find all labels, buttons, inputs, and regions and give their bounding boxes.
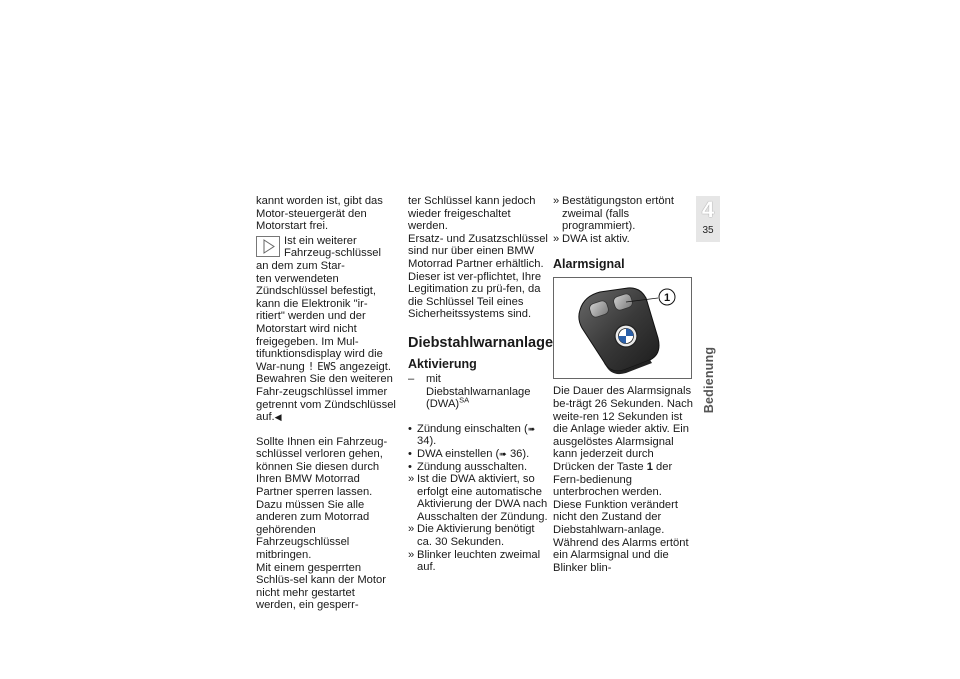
chapter-title-vertical: [698, 340, 720, 420]
page-ref[interactable]: 36).: [509, 447, 530, 460]
note-text: Bewahren Sie den weiteren Fahr-zeugschlüssel immer getrennt vom Zündschlüssel auf.◀: [256, 373, 396, 424]
text-column-3: [553, 195, 693, 574]
step-item: • Zündung einschalten (➠ 34).: [408, 422, 536, 448]
page-ref-arrow-icon: ➠: [499, 448, 507, 459]
key-reference: 1: [646, 460, 653, 473]
note-text: ten verwendeten Zündschlüssel befestigt, kann die Elektronik "ir-ritiert" werden und der Motorstart wird nicht freigegeben. Im Mul-tifunktionsdisplay wird die War-nung ! EWS angezeigt.: [256, 272, 391, 373]
note-block: [256, 235, 396, 424]
paragraph: Ersatz- und Zusatzschlüssel sind nur über einen BMW Motorrad Partner erhältlich. Dieser ist ver-pflichtet, Ihre Legitimation zu prü-fen, da die Schlüssel Teil eines Sicherheitssystems sind.: [408, 232, 548, 321]
page-ref[interactable]: 34).: [417, 435, 437, 448]
result-marker: »: [553, 232, 560, 245]
dash-marker: –: [408, 372, 415, 385]
chapter-number: 4: [701, 197, 715, 222]
warning-symbol: !: [307, 360, 315, 373]
result-marker: »: [408, 523, 415, 536]
chapter-title: Bedienung: [702, 346, 716, 414]
bullet-marker: •: [408, 422, 412, 435]
subsection-heading: Aktivierung: [408, 356, 477, 371]
page-number: 35: [702, 225, 714, 236]
paragraph: Diese Funktion verändert nicht den Zustand der Diebstahlwarn-anlage.: [553, 498, 678, 536]
paragraph: Mit einem gesperrten Schlüs-sel kann der Motor nicht mehr gestartet werden, ein gesperr-: [256, 561, 386, 612]
paragraph: Sollte Ihnen ein Fahrzeug-schlüssel verloren gehen, können Sie diesen durch Ihren BMW Motorrad Partner sperren lassen. Dazu müssen Sie alle anderen zum Motorrad gehörenden Fahrzeugschlüssel mitbringen.: [256, 435, 388, 562]
note-text: Ist ein weiterer Fahrzeug-schlüssel an dem zum Star-: [256, 234, 382, 272]
paragraph: Während des Alarms ertönt ein Alarmsignal und die Blinker blin-: [553, 536, 689, 574]
subsection-heading: Alarmsignal: [553, 257, 625, 272]
warning-code: EWS: [317, 360, 337, 373]
result-marker: »: [553, 195, 560, 207]
paragraph: Die Dauer des Alarmsignals be-trägt 26 Sekunden. Nach weite-ren 12 Sekunden ist die Anlage wieder aktiv. Ein ausgelöstes Alarmsignal kann jederzeit durch Drücken der Taste 1 der Fern-bedienung unterbrochen werden.: [553, 385, 693, 499]
note-triangle-icon: [256, 236, 280, 257]
end-mark-icon: ◀: [274, 412, 282, 423]
condition-item: – mit Diebstahlwarnanlage (DWA)$^{SA}$: [408, 372, 531, 411]
remote-key-illustration: [554, 278, 691, 378]
text-column-2: [408, 195, 554, 574]
result-marker: »: [408, 548, 415, 561]
result-item: » Blinker leuchten zweimal auf.: [408, 548, 541, 574]
bullet-marker: •: [408, 447, 412, 460]
remote-key-figure: [553, 277, 692, 379]
special-equipment-mark: SA: [459, 395, 470, 405]
result-item: » Ist die DWA aktiviert, so erfolgt eine automatische Aktivierung der DWA nach Ausschalten der Zündung.: [408, 473, 548, 523]
result-item: » Bestätigungston ertönt zweimal (falls programmiert).: [553, 195, 674, 233]
bullet-marker: •: [408, 460, 412, 473]
step-item: • Zündung ausschalten.: [408, 460, 528, 473]
text-column-1: [256, 195, 396, 612]
figure-callout: 1: [663, 292, 671, 305]
step-item: • DWA einstellen (➠ 36).: [408, 447, 530, 460]
page-ref-arrow-icon: ➠: [527, 423, 536, 434]
section-heading: Diebstahlwarnanlage: [408, 334, 554, 351]
chapter-tab: [696, 196, 720, 242]
result-marker: »: [408, 473, 415, 486]
result-item: » Die Aktivierung benötigt ca. 30 Sekunden.: [408, 523, 535, 549]
paragraph: ter Schlüssel kann jedoch wieder freigeschaltet werden.: [408, 195, 536, 233]
paragraph: kannt worden ist, gibt das Motor-steuergerät den Motorstart frei.: [256, 195, 383, 233]
result-item: » DWA ist aktiv.: [553, 232, 630, 245]
